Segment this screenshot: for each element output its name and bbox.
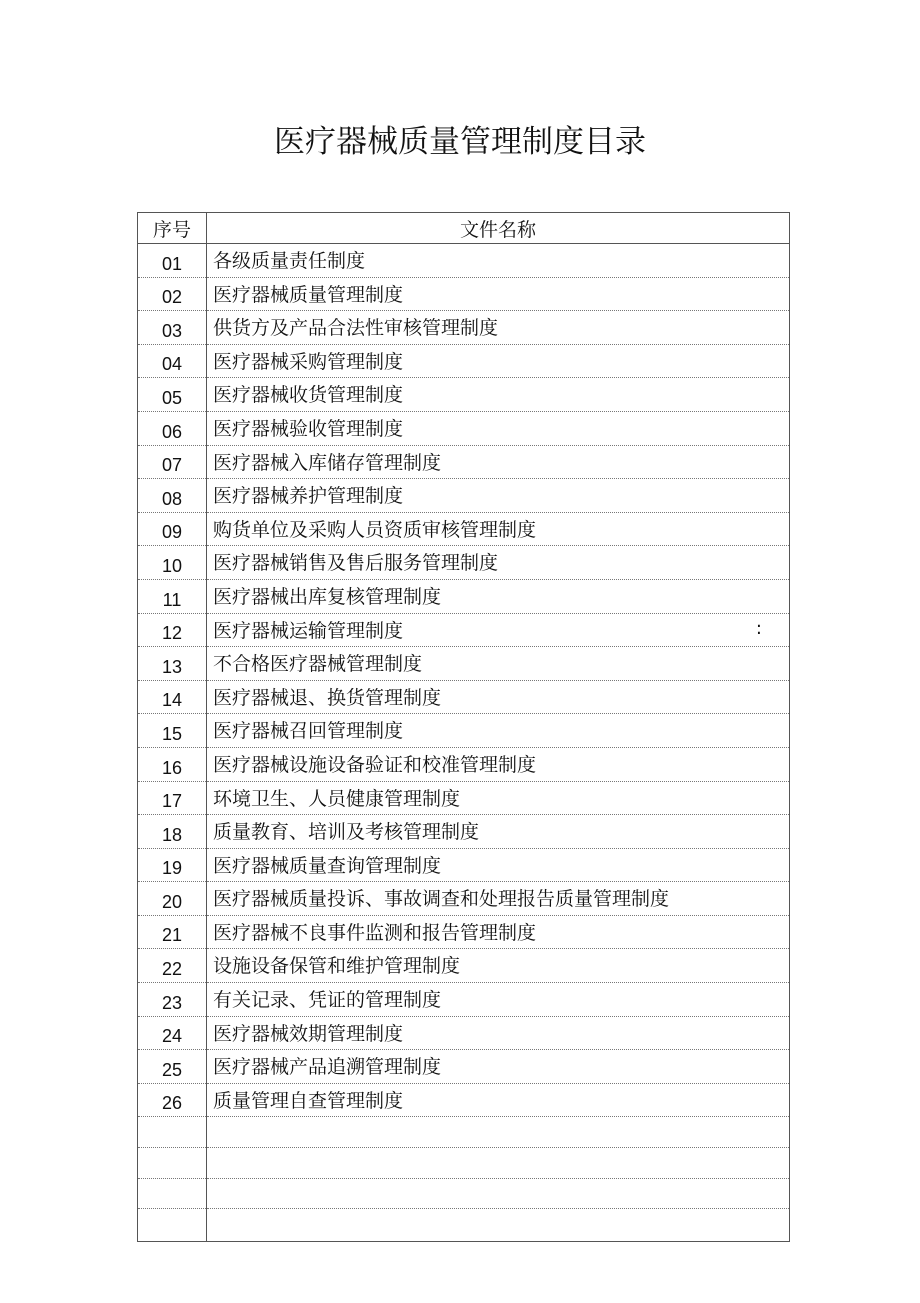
empty-cell xyxy=(207,1209,790,1242)
table-row xyxy=(138,714,790,748)
row-document-name: 医疗器械养护管理制度 xyxy=(207,479,790,513)
row-document-name: 医疗器械质量查询管理制度 xyxy=(207,848,790,882)
empty-cell xyxy=(138,1209,207,1242)
table-row xyxy=(138,848,790,882)
row-number: 24 xyxy=(138,1016,207,1050)
row-number: 05 xyxy=(138,378,207,412)
row-document-name: 医疗器械召回管理制度 xyxy=(207,714,790,748)
row-document-name: 医疗器械退、换货管理制度 xyxy=(207,680,790,714)
table-row xyxy=(138,311,790,345)
table-row xyxy=(138,781,790,815)
row-number: 21 xyxy=(138,915,207,949)
row-number: 25 xyxy=(138,1050,207,1084)
row-document-name: 医疗器械运输管理制度 xyxy=(213,619,404,642)
empty-table-row xyxy=(138,1148,790,1179)
table-row xyxy=(138,815,790,849)
empty-table-row xyxy=(138,1178,790,1209)
row-document-name: 医疗器械销售及售后服务管理制度 xyxy=(207,546,790,580)
table-row xyxy=(138,1083,790,1117)
table-row xyxy=(138,579,790,613)
row-document-name: 医疗器械收货管理制度 xyxy=(207,378,790,412)
table-row xyxy=(138,1050,790,1084)
table-row xyxy=(138,277,790,311)
table-row xyxy=(138,546,790,580)
table-row xyxy=(138,344,790,378)
table-row xyxy=(138,882,790,916)
table-row xyxy=(138,445,790,479)
row-number: 11 xyxy=(138,579,207,613)
row-document-name: 医疗器械设施设备验证和校准管理制度 xyxy=(207,747,790,781)
empty-cell xyxy=(207,1148,790,1179)
row-document-name-cell xyxy=(207,613,790,647)
row-number: 15 xyxy=(138,714,207,748)
row-number: 12 xyxy=(138,613,207,647)
row-document-name: 医疗器械不良事件监测和报告管理制度 xyxy=(207,915,790,949)
table-row xyxy=(138,983,790,1017)
row-number: 23 xyxy=(138,983,207,1017)
table-row xyxy=(138,915,790,949)
row-document-name: 医疗器械验收管理制度 xyxy=(207,411,790,445)
row-number: 26 xyxy=(138,1083,207,1117)
empty-table-row xyxy=(138,1117,790,1148)
row-document-name: 医疗器械采购管理制度 xyxy=(207,344,790,378)
empty-cell xyxy=(207,1178,790,1209)
header-name: 文件名称 xyxy=(207,213,790,244)
table-row xyxy=(138,479,790,513)
table-row xyxy=(138,411,790,445)
row-document-name: 环境卫生、人员健康管理制度 xyxy=(207,781,790,815)
row-number: 16 xyxy=(138,747,207,781)
empty-cell xyxy=(138,1178,207,1209)
row-number: 17 xyxy=(138,781,207,815)
empty-table-row xyxy=(138,1209,790,1242)
row-number: 04 xyxy=(138,344,207,378)
row-document-name: 医疗器械质量管理制度 xyxy=(207,277,790,311)
row-document-name: 购货单位及采购人员资质审核管理制度 xyxy=(207,512,790,546)
table-row xyxy=(138,680,790,714)
row-document-name: 各级质量责任制度 xyxy=(207,244,790,278)
header-num: 序号 xyxy=(138,213,207,244)
table-row xyxy=(138,747,790,781)
row-document-name: 质量教育、培训及考核管理制度 xyxy=(207,815,790,849)
row-number: 14 xyxy=(138,680,207,714)
page-title: 医疗器械质量管理制度目录 xyxy=(274,124,646,160)
row-number: 09 xyxy=(138,512,207,546)
table-row xyxy=(138,512,790,546)
row-number: 22 xyxy=(138,949,207,983)
row-document-name: 供货方及产品合法性审核管理制度 xyxy=(207,311,790,345)
row-number: 19 xyxy=(138,848,207,882)
empty-cell xyxy=(138,1148,207,1179)
row-number: 08 xyxy=(138,479,207,513)
row-number: 01 xyxy=(138,244,207,278)
empty-cell xyxy=(138,1117,207,1148)
row-number: 20 xyxy=(138,882,207,916)
row-document-name: 医疗器械效期管理制度 xyxy=(207,1016,790,1050)
row-document-name: 设施设备保管和维护管理制度 xyxy=(207,949,790,983)
table-row xyxy=(138,613,790,647)
row-document-name: 医疗器械入库储存管理制度 xyxy=(207,445,790,479)
row-number: 10 xyxy=(138,546,207,580)
row-mark: : xyxy=(755,617,762,639)
row-number: 07 xyxy=(138,445,207,479)
table-row xyxy=(138,378,790,412)
table-header-row xyxy=(138,213,790,244)
row-document-name: 质量管理自查管理制度 xyxy=(207,1083,790,1117)
row-document-name: 医疗器械产品追溯管理制度 xyxy=(207,1050,790,1084)
row-number: 03 xyxy=(138,311,207,345)
toc-table xyxy=(137,212,790,1242)
row-document-name: 医疗器械出库复核管理制度 xyxy=(207,579,790,613)
row-number: 02 xyxy=(138,277,207,311)
row-document-name: 医疗器械质量投诉、事故调查和处理报告质量管理制度 xyxy=(207,882,790,916)
row-number: 13 xyxy=(138,647,207,681)
table-row xyxy=(138,244,790,278)
row-number: 18 xyxy=(138,815,207,849)
row-number: 06 xyxy=(138,411,207,445)
table-row xyxy=(138,949,790,983)
table-row xyxy=(138,1016,790,1050)
empty-cell xyxy=(207,1117,790,1148)
row-document-name: 有关记录、凭证的管理制度 xyxy=(207,983,790,1017)
row-document-name: 不合格医疗器械管理制度 xyxy=(207,647,790,681)
table-row xyxy=(138,647,790,681)
